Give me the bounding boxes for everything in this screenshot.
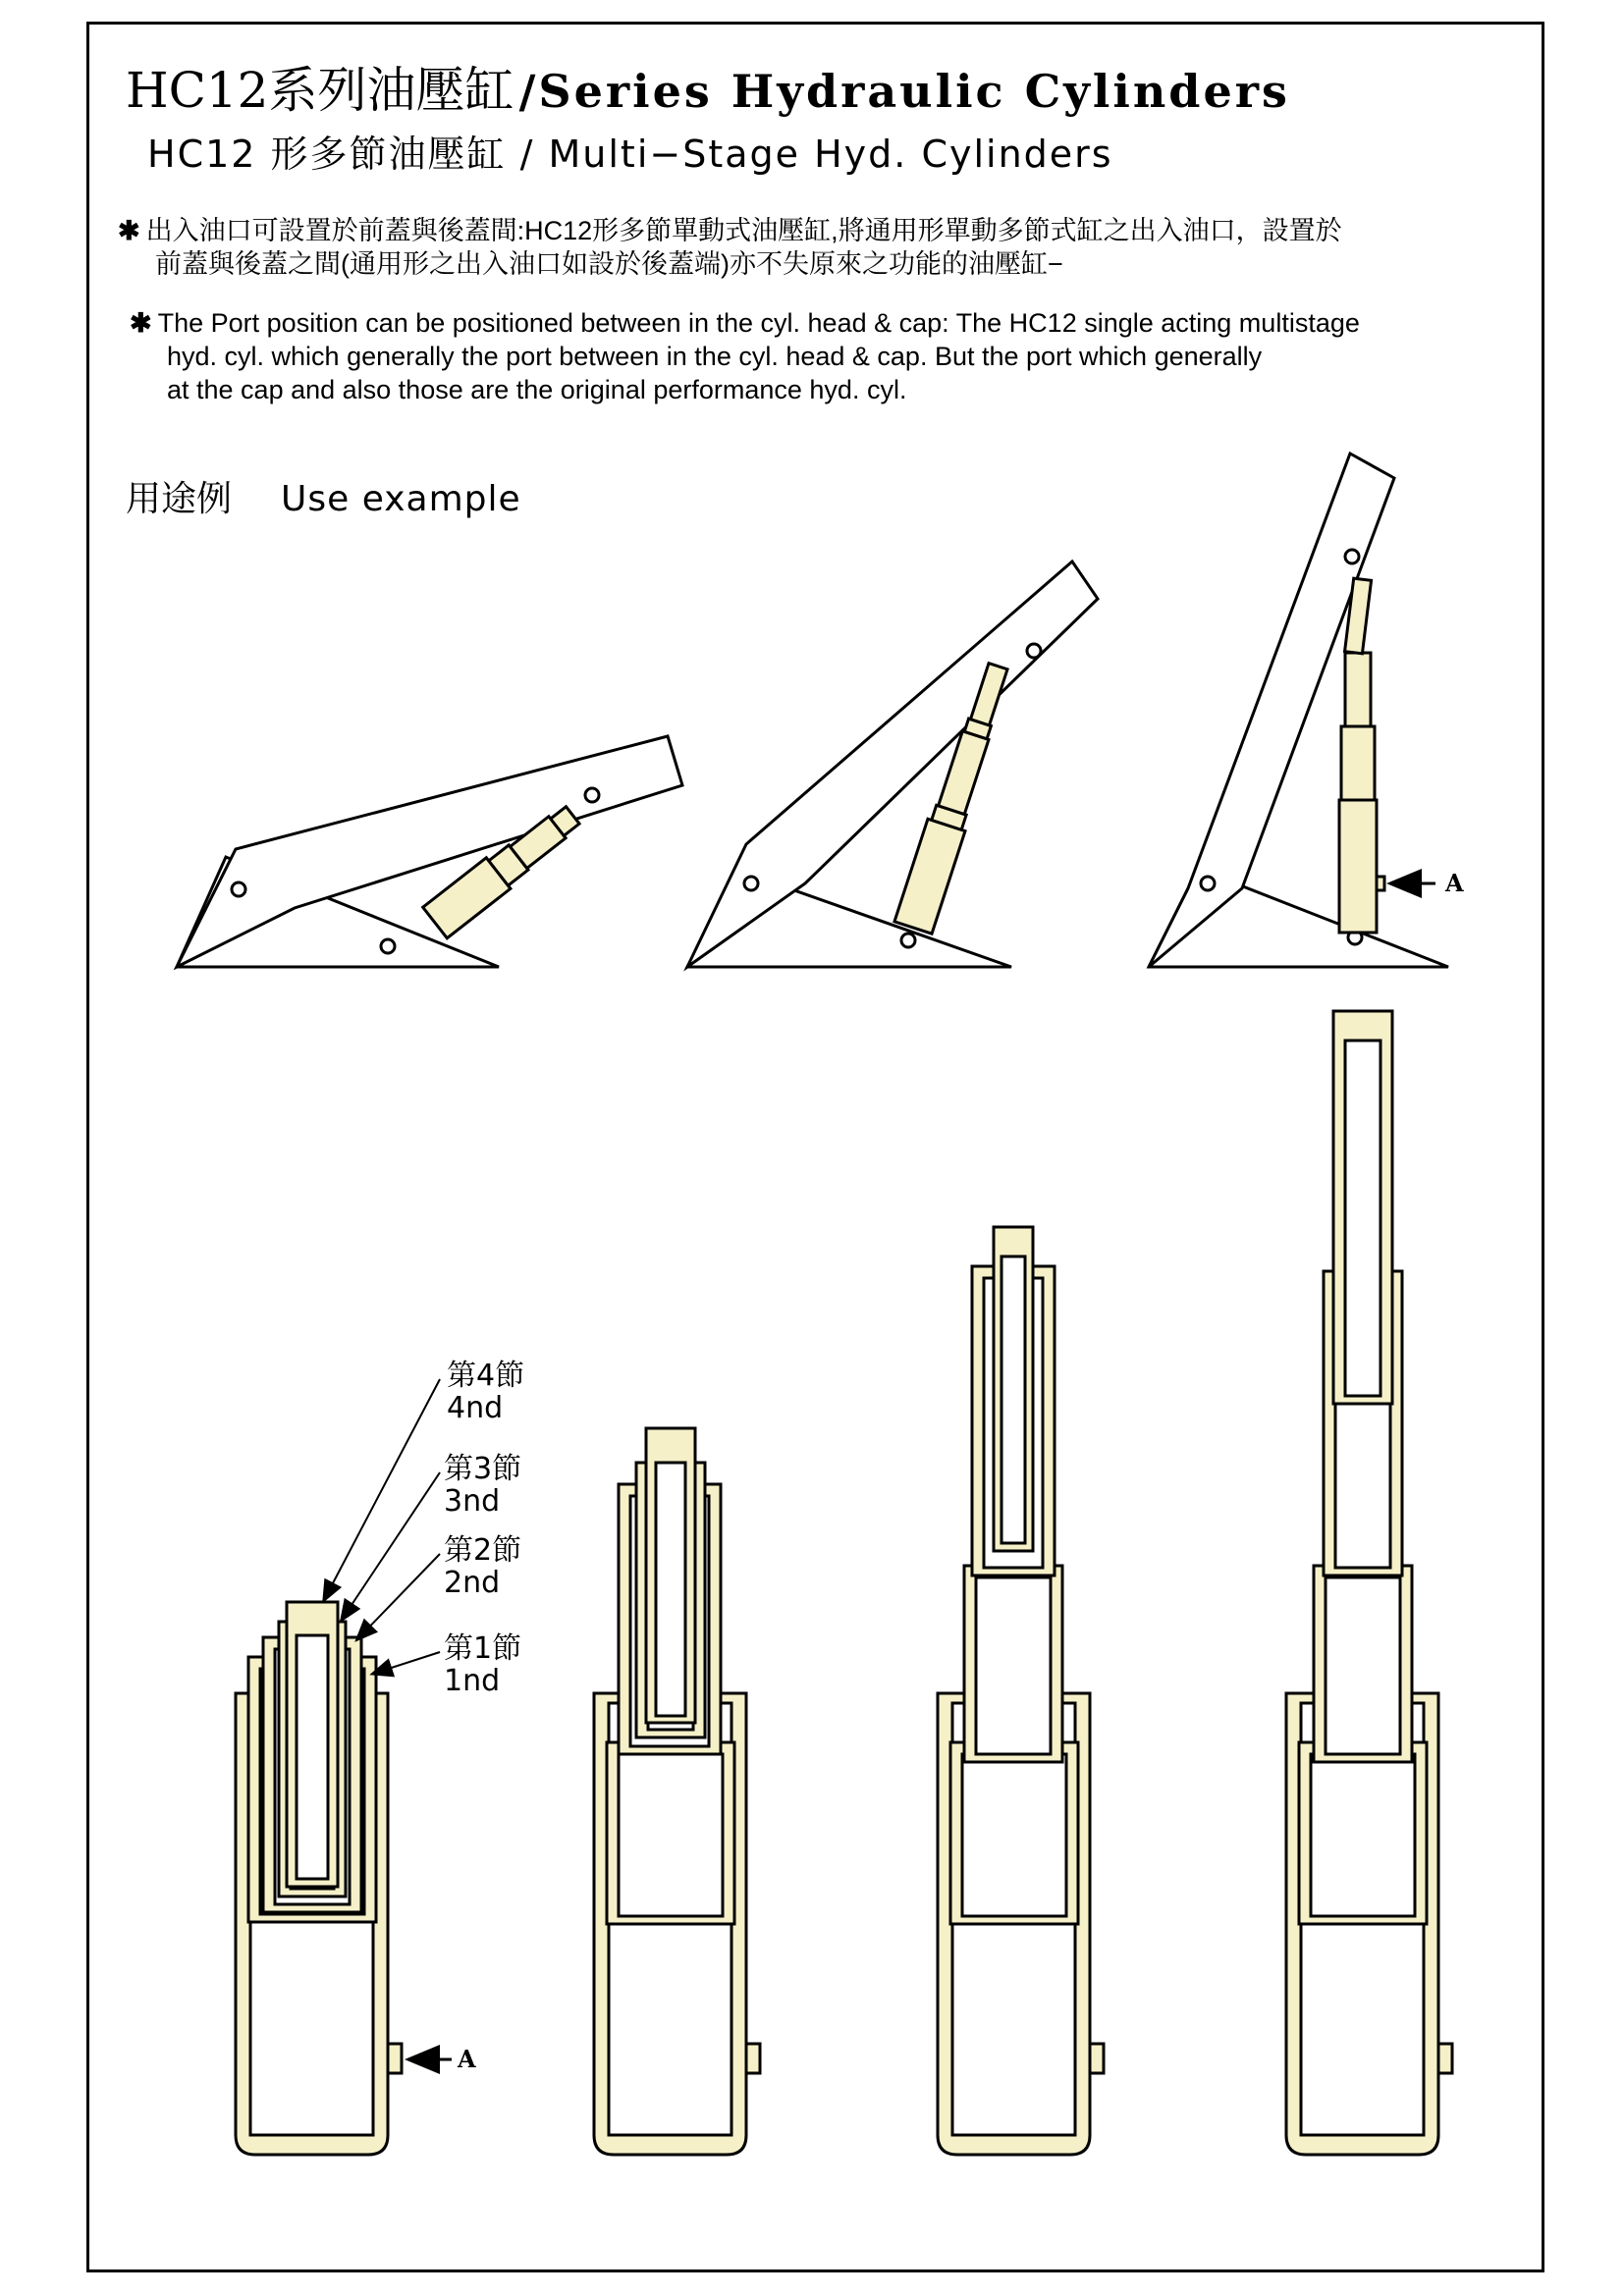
stage-label-3: 第3節 3nd: [444, 1452, 522, 1519]
pivot-icon: [585, 788, 599, 802]
note-en-line1: The Port position can be positioned between in the cyl. head & cap: The HC12 single acting multistage: [157, 308, 1360, 338]
use-example-cn: 用途例: [126, 479, 233, 519]
bullet-icon: ✱: [130, 308, 152, 338]
pivot-icon: [744, 877, 758, 890]
bullet-icon: ✱: [118, 216, 140, 245]
port-label-bottom: A: [458, 2045, 476, 2073]
cross-section-2: [594, 1428, 760, 2155]
note-en-line3: at the cap and also those are the original performance hyd. cyl.: [167, 375, 907, 404]
arm-2: [687, 561, 1098, 967]
cross-section-4: [1286, 1011, 1452, 2155]
stage-label-2: 第2節 2nd: [444, 1533, 522, 1600]
pivot-icon: [232, 882, 245, 896]
cross-section-3: [938, 1227, 1104, 2155]
pivot-icon: [381, 939, 395, 953]
stage-label-1: 第1節 1nd: [444, 1631, 522, 1698]
cross-section-1: [236, 1602, 402, 2155]
pivot-icon: [1201, 877, 1215, 890]
title-en: /Series Hydraulic Cylinders: [518, 65, 1290, 118]
note-en-line2: hyd. cyl. which generally the port between in the cyl. head & cap. But the port which generally: [167, 342, 1263, 371]
use-example-3: [1149, 454, 1448, 967]
note-cn-line1: 出入油口可設置於前蓋與後蓋間:HC12形多節單動式油壓缸,將通用形單動多節式缸之出入油口，設置於: [145, 216, 1342, 245]
title-cn: 系列油壓缸: [268, 62, 514, 119]
pivot-icon: [1027, 644, 1041, 658]
stage-label-4: 第4節 4nd: [447, 1359, 525, 1425]
page-subtitle: HC12 形多節油壓缸 / Multi−Stage Hyd. Cylinders: [147, 133, 1113, 176]
note-cn-line2: 前蓋與後蓋之間(通用形之出入油口如設於後蓋端)亦不失原來之功能的油壓缸−: [155, 249, 1063, 279]
title-code: HC12: [126, 62, 269, 119]
use-example-en: Use example: [281, 479, 521, 519]
pivot-icon: [901, 934, 915, 947]
pivot-icon: [1345, 550, 1359, 563]
cylinder-3: [1339, 578, 1384, 933]
use-example-2: [687, 561, 1098, 967]
use-example-1: [177, 736, 682, 967]
port-label-top: A: [1445, 869, 1464, 897]
